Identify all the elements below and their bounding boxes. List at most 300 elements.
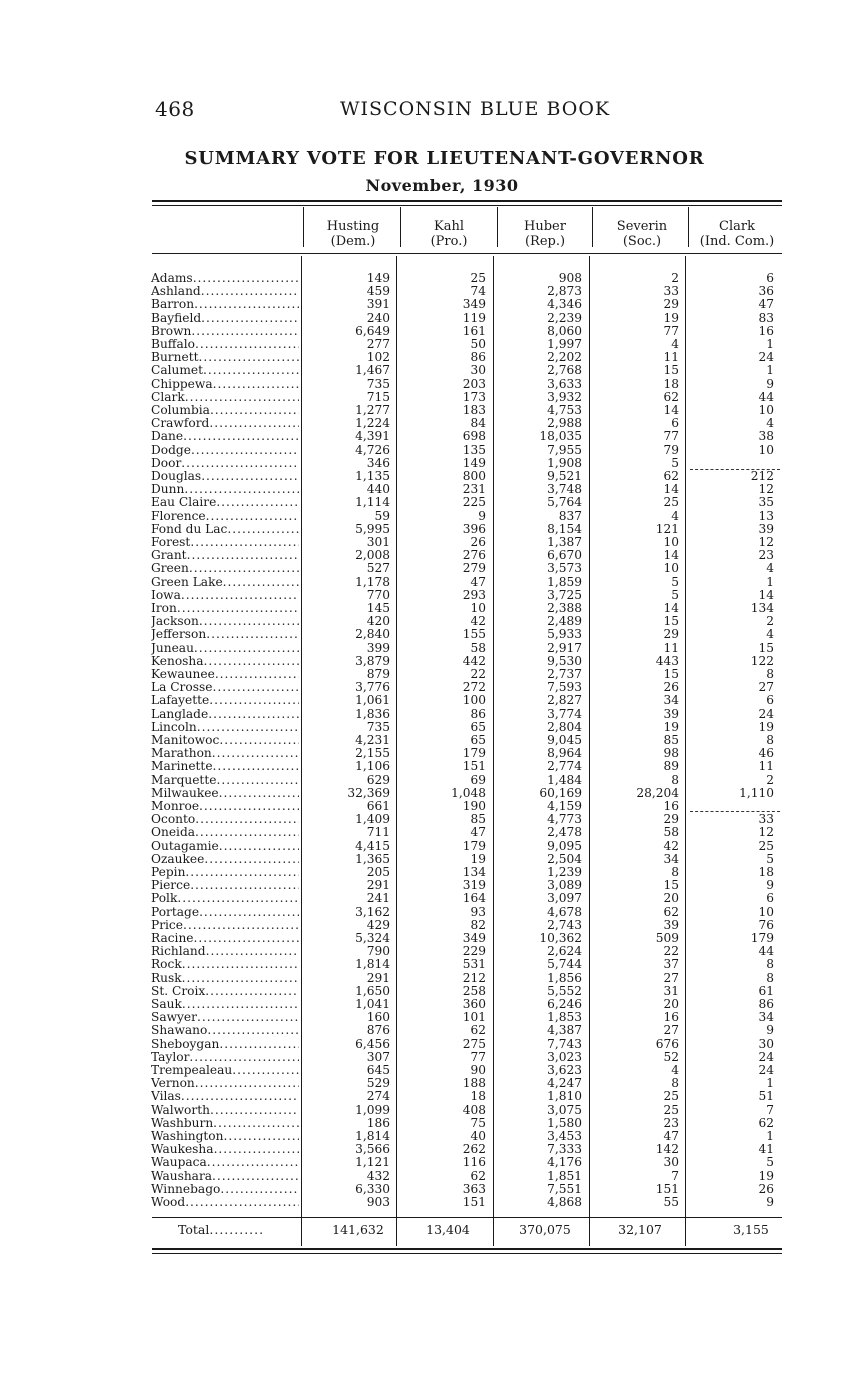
vote-clark: 8 bbox=[766, 957, 774, 972]
vote-husting: 1,814 bbox=[355, 957, 390, 972]
county-name: Juneau ..... bbox=[151, 642, 299, 655]
vote-severin: 8 bbox=[671, 772, 679, 787]
party-label: (Ind. Com.) bbox=[699, 234, 775, 249]
vote-huber: 1,387 bbox=[547, 535, 582, 549]
vote-severin: 142 bbox=[655, 1142, 679, 1157]
table-bottom-rule bbox=[152, 1248, 782, 1250]
vote-severin: 30 bbox=[663, 1155, 679, 1170]
county-name: Rusk ..... bbox=[151, 972, 299, 985]
party-label: (Pro.) bbox=[430, 234, 468, 249]
vote-huber: 2,873 bbox=[547, 284, 582, 299]
vote-husting: 1,836 bbox=[355, 706, 390, 721]
vote-husting: 240 bbox=[366, 310, 390, 325]
vote-clark: 38 bbox=[758, 429, 774, 444]
vote-kahl: 82 bbox=[470, 917, 486, 932]
vote-severin: 20 bbox=[663, 891, 679, 906]
county-name: Outagamie ..... bbox=[151, 840, 299, 853]
vote-severin: 19 bbox=[663, 719, 679, 734]
vote-severin: 29 bbox=[663, 297, 679, 312]
vote-clark: 30 bbox=[758, 1036, 774, 1051]
vote-kahl: 25 bbox=[470, 271, 486, 285]
candidate-name: Huber bbox=[524, 219, 566, 234]
vote-clark: 12 bbox=[758, 535, 774, 549]
vote-severin: 16 bbox=[663, 799, 679, 813]
vote-huber: 4,387 bbox=[547, 1023, 582, 1038]
county-name: Waukesha ..... bbox=[151, 1143, 299, 1156]
candidate-name: Husting bbox=[326, 219, 380, 234]
vote-severin: 23 bbox=[663, 1115, 679, 1130]
county-name: Oconto ..... bbox=[151, 813, 299, 826]
vote-kahl: 134 bbox=[462, 865, 486, 879]
vote-kahl: 69 bbox=[470, 772, 486, 787]
county-name: Brown ..... bbox=[151, 325, 299, 338]
vote-severin: 34 bbox=[663, 851, 679, 866]
vote-clark: 39 bbox=[758, 521, 774, 536]
vote-husting: 1,099 bbox=[355, 1102, 390, 1117]
vote-clark: 134 bbox=[750, 601, 774, 615]
vote-huber: 4,868 bbox=[547, 1195, 582, 1209]
county-name: Dunn ..... bbox=[151, 483, 299, 496]
vote-clark: 8 bbox=[766, 733, 774, 747]
table-top-rule-thin bbox=[152, 205, 782, 206]
vote-huber: 2,624 bbox=[547, 944, 582, 959]
vote-severin: 29 bbox=[663, 627, 679, 642]
vote-clark: 27 bbox=[758, 680, 774, 695]
vote-severin: 15 bbox=[663, 667, 679, 681]
vote-huber: 4,773 bbox=[547, 812, 582, 827]
vote-huber: 2,504 bbox=[547, 851, 582, 866]
county-name: St. Croix ..... bbox=[151, 985, 299, 998]
vote-husting: 1,061 bbox=[355, 693, 390, 708]
county-name: Columbia ..... bbox=[151, 404, 299, 417]
vote-huber: 6,670 bbox=[547, 548, 582, 563]
vote-clark: 12 bbox=[758, 825, 774, 840]
vote-husting: 3,566 bbox=[355, 1142, 390, 1157]
vote-severin: 85 bbox=[663, 733, 679, 747]
vote-huber: 5,744 bbox=[547, 957, 582, 972]
vote-huber: 3,633 bbox=[547, 376, 582, 391]
vote-husting: 1,135 bbox=[355, 469, 390, 483]
vote-huber: 837 bbox=[558, 508, 582, 523]
vote-clark: 47 bbox=[758, 297, 774, 312]
vote-clark: 1,110 bbox=[739, 785, 774, 800]
vote-husting: 346 bbox=[366, 455, 390, 470]
vote-husting: 6,330 bbox=[355, 1181, 390, 1196]
vote-severin: 27 bbox=[663, 1023, 679, 1038]
vote-severin: 25 bbox=[663, 1089, 679, 1104]
vote-kahl: 77 bbox=[470, 1049, 486, 1064]
vote-husting: 1,467 bbox=[355, 363, 390, 378]
vote-huber: 8,154 bbox=[547, 521, 582, 536]
vote-severin: 4 bbox=[671, 1063, 679, 1077]
vote-huber: 1,859 bbox=[547, 574, 582, 589]
vote-kahl: 179 bbox=[462, 838, 486, 853]
vote-kahl: 10 bbox=[470, 601, 486, 615]
vote-clark: 11 bbox=[758, 759, 774, 774]
vote-severin: 14 bbox=[663, 403, 679, 417]
vote-clark: 44 bbox=[758, 389, 774, 404]
county-name: Sheboygan ..... bbox=[151, 1038, 299, 1051]
vote-clark: 24 bbox=[758, 706, 774, 721]
vote-husting: 2,008 bbox=[355, 548, 390, 563]
vote-huber: 1,853 bbox=[547, 1010, 582, 1025]
vote-husting: 429 bbox=[366, 917, 390, 932]
vote-severin: 47 bbox=[663, 1129, 679, 1143]
vote-clark: 24 bbox=[758, 350, 774, 365]
vote-huber: 4,176 bbox=[547, 1155, 582, 1170]
county-name: Ozaukee ..... bbox=[151, 853, 299, 866]
vote-huber: 1,856 bbox=[547, 970, 582, 985]
total-label: Total ..... bbox=[178, 1222, 264, 1237]
vote-huber: 4,753 bbox=[547, 403, 582, 417]
vote-kahl: 116 bbox=[462, 1155, 486, 1170]
vote-severin: 15 bbox=[663, 878, 679, 893]
vote-huber: 2,804 bbox=[547, 719, 582, 734]
county-name: Waushara ..... bbox=[151, 1170, 299, 1183]
vote-huber: 3,089 bbox=[547, 878, 582, 893]
vote-huber: 4,159 bbox=[547, 799, 582, 813]
vote-husting: 1,114 bbox=[355, 495, 390, 510]
county-name: Buffalo ..... bbox=[151, 338, 299, 351]
vote-severin: 14 bbox=[663, 601, 679, 615]
vote-huber: 5,933 bbox=[547, 627, 582, 642]
county-name: Oneida ..... bbox=[151, 826, 299, 839]
vote-huber: 3,748 bbox=[547, 482, 582, 497]
vote-kahl: 26 bbox=[470, 535, 486, 549]
vote-huber: 5,764 bbox=[547, 495, 582, 510]
vote-severin: 5 bbox=[671, 574, 679, 589]
vote-huber: 60,169 bbox=[539, 785, 582, 800]
vote-clark: 122 bbox=[750, 653, 774, 668]
vote-severin: 6 bbox=[671, 416, 679, 431]
vote-clark: 25 bbox=[758, 838, 774, 853]
vote-clark: 44 bbox=[758, 944, 774, 959]
county-name: Winnebago ..... bbox=[151, 1183, 299, 1196]
vote-husting: 5,324 bbox=[355, 931, 390, 945]
vote-kahl: 62 bbox=[470, 1023, 486, 1038]
vote-husting: 432 bbox=[366, 1168, 390, 1183]
vote-kahl: 86 bbox=[470, 706, 486, 721]
vote-husting: 6,649 bbox=[355, 323, 390, 338]
column-divider bbox=[685, 256, 686, 1246]
vote-kahl: 276 bbox=[462, 548, 486, 563]
vote-clark: 9 bbox=[766, 878, 774, 893]
vote-huber: 10,362 bbox=[539, 931, 582, 945]
vote-clark: 7 bbox=[766, 1102, 774, 1117]
vote-clark: 4 bbox=[766, 561, 774, 576]
vote-husting: 876 bbox=[366, 1023, 390, 1038]
county-name: Shawano ..... bbox=[151, 1024, 299, 1037]
vote-huber: 9,095 bbox=[547, 838, 582, 853]
candidate-name: Kahl bbox=[434, 219, 464, 234]
vote-clark: 8 bbox=[766, 970, 774, 985]
vote-clark: 34 bbox=[758, 1010, 774, 1025]
county-name: Vilas ..... bbox=[151, 1090, 299, 1103]
county-name: Monroe ..... bbox=[151, 800, 299, 813]
vote-severin: 37 bbox=[663, 957, 679, 972]
vote-kahl: 408 bbox=[462, 1102, 486, 1117]
vote-severin: 5 bbox=[671, 455, 679, 470]
vote-husting: 903 bbox=[366, 1195, 390, 1209]
vote-clark: 10 bbox=[758, 403, 774, 417]
vote-husting: 1,224 bbox=[355, 416, 390, 431]
vote-huber: 6,246 bbox=[547, 997, 582, 1011]
vote-husting: 1,277 bbox=[355, 403, 390, 417]
vote-clark: 51 bbox=[758, 1089, 774, 1104]
vote-kahl: 188 bbox=[462, 1076, 486, 1091]
vote-husting: 1,814 bbox=[355, 1129, 390, 1143]
vote-husting: 205 bbox=[366, 865, 390, 879]
vote-huber: 5,552 bbox=[547, 983, 582, 998]
vote-husting: 440 bbox=[366, 482, 390, 497]
vote-clark: 9 bbox=[766, 1023, 774, 1038]
vote-husting: 145 bbox=[366, 601, 390, 615]
page-title: SUMMARY VOTE FOR LIEUTENANT-GOVERNOR bbox=[184, 148, 705, 169]
county-name: Jefferson ..... bbox=[151, 628, 299, 641]
vote-severin: 11 bbox=[663, 640, 679, 655]
county-name: Burnett ..... bbox=[151, 351, 299, 364]
vote-clark: 10 bbox=[758, 442, 774, 457]
vote-clark: 24 bbox=[758, 1063, 774, 1077]
vote-huber: 1,484 bbox=[547, 772, 582, 787]
vote-clark: 35 bbox=[758, 495, 774, 510]
vote-kahl: 531 bbox=[462, 957, 486, 972]
vote-huber: 8,060 bbox=[547, 323, 582, 338]
county-name: Price ..... bbox=[151, 919, 299, 932]
vote-severin: 98 bbox=[663, 746, 679, 761]
vote-kahl: 262 bbox=[462, 1142, 486, 1157]
vote-husting: 2,840 bbox=[355, 627, 390, 642]
vote-husting: 2,155 bbox=[355, 746, 390, 761]
vote-kahl: 58 bbox=[470, 640, 486, 655]
vote-huber: 1,810 bbox=[547, 1089, 582, 1104]
vote-kahl: 100 bbox=[462, 693, 486, 708]
vote-clark: 12 bbox=[758, 482, 774, 497]
vote-severin: 42 bbox=[663, 838, 679, 853]
vote-kahl: 800 bbox=[462, 469, 486, 483]
vote-husting: 5,995 bbox=[355, 521, 390, 536]
vote-kahl: 258 bbox=[462, 983, 486, 998]
vote-kahl: 698 bbox=[462, 429, 486, 444]
vote-clark: 15 bbox=[758, 640, 774, 655]
vote-clark: 212 bbox=[750, 469, 774, 483]
vote-severin: 79 bbox=[663, 442, 679, 457]
vote-kahl: 47 bbox=[470, 825, 486, 840]
vote-huber: 8,964 bbox=[547, 746, 582, 761]
vote-husting: 1,409 bbox=[355, 812, 390, 827]
vote-severin: 443 bbox=[655, 653, 679, 668]
vote-husting: 3,776 bbox=[355, 680, 390, 695]
vote-huber: 3,097 bbox=[547, 891, 582, 906]
vote-huber: 2,388 bbox=[547, 601, 582, 615]
vote-kahl: 203 bbox=[462, 376, 486, 391]
vote-kahl: 349 bbox=[462, 297, 486, 312]
vote-severin: 11 bbox=[663, 350, 679, 365]
vote-severin: 27 bbox=[663, 970, 679, 985]
total-huber: 370,075 bbox=[519, 1222, 571, 1237]
county-name: Manitowoc ..... bbox=[151, 734, 299, 747]
vote-kahl: 279 bbox=[462, 561, 486, 576]
vote-severin: 14 bbox=[663, 548, 679, 563]
vote-husting: 291 bbox=[366, 970, 390, 985]
vote-severin: 2 bbox=[671, 271, 679, 285]
vote-clark: 19 bbox=[758, 1168, 774, 1183]
vote-huber: 3,453 bbox=[547, 1129, 582, 1143]
vote-clark: 1 bbox=[766, 1129, 774, 1143]
vote-kahl: 231 bbox=[462, 482, 486, 497]
party-label: (Rep.) bbox=[524, 234, 566, 249]
county-name: Green Lake ..... bbox=[151, 576, 299, 589]
vote-husting: 770 bbox=[366, 587, 390, 602]
column-divider bbox=[303, 207, 304, 247]
vote-husting: 645 bbox=[366, 1063, 390, 1077]
county-name: Chippewa ..... bbox=[151, 378, 299, 391]
vote-clark: 1 bbox=[766, 1076, 774, 1091]
vote-kahl: 65 bbox=[470, 719, 486, 734]
vote-clark: 10 bbox=[758, 904, 774, 919]
vote-kahl: 50 bbox=[470, 337, 486, 351]
county-name: Iron ..... bbox=[151, 602, 299, 615]
county-name: Iowa ..... bbox=[151, 589, 299, 602]
vote-kahl: 135 bbox=[462, 442, 486, 457]
vote-husting: 420 bbox=[366, 614, 390, 629]
vote-husting: 4,726 bbox=[355, 442, 390, 457]
vote-husting: 711 bbox=[366, 825, 390, 840]
county-name: Trempealeau ..... bbox=[151, 1064, 299, 1077]
vote-huber: 2,827 bbox=[547, 693, 582, 708]
vote-clark: 1 bbox=[766, 574, 774, 589]
vote-kahl: 183 bbox=[462, 403, 486, 417]
county-name: Polk ..... bbox=[151, 892, 299, 905]
vote-kahl: 212 bbox=[462, 970, 486, 985]
vote-clark: 14 bbox=[758, 587, 774, 602]
vote-kahl: 74 bbox=[470, 284, 486, 299]
vote-clark: 46 bbox=[758, 746, 774, 761]
vote-husting: 274 bbox=[366, 1089, 390, 1104]
vote-severin: 20 bbox=[663, 997, 679, 1011]
vote-severin: 39 bbox=[663, 917, 679, 932]
vote-huber: 2,743 bbox=[547, 917, 582, 932]
vote-huber: 4,678 bbox=[547, 904, 582, 919]
vote-severin: 18 bbox=[663, 376, 679, 391]
vote-severin: 7 bbox=[671, 1168, 679, 1183]
vote-huber: 1,580 bbox=[547, 1115, 582, 1130]
county-name: Richland ..... bbox=[151, 945, 299, 958]
county-name: Crawford ..... bbox=[151, 417, 299, 430]
candidate-name: Clark bbox=[719, 219, 755, 234]
vote-kahl: 179 bbox=[462, 746, 486, 761]
vote-kahl: 149 bbox=[462, 455, 486, 470]
vote-kahl: 19 bbox=[470, 851, 486, 866]
vote-kahl: 9 bbox=[478, 508, 486, 523]
vote-clark: 9 bbox=[766, 1195, 774, 1209]
vote-severin: 62 bbox=[663, 389, 679, 404]
party-label: (Dem.) bbox=[330, 234, 376, 249]
vote-husting: 1,041 bbox=[355, 997, 390, 1011]
county-name: Washington ..... bbox=[151, 1130, 299, 1143]
county-name: Forest ..... bbox=[151, 536, 299, 549]
vote-huber: 2,768 bbox=[547, 363, 582, 378]
vote-clark: 8 bbox=[766, 667, 774, 681]
vote-clark: 62 bbox=[758, 1115, 774, 1130]
vote-huber: 1,851 bbox=[547, 1168, 582, 1183]
vote-severin: 10 bbox=[663, 535, 679, 549]
page-subtitle: November, 1930 bbox=[365, 176, 519, 195]
vote-husting: 149 bbox=[366, 271, 390, 285]
vote-huber: 4,346 bbox=[547, 297, 582, 312]
county-name: Marathon ..... bbox=[151, 747, 299, 760]
vote-husting: 59 bbox=[374, 508, 390, 523]
vote-severin: 676 bbox=[655, 1036, 679, 1051]
vote-huber: 2,917 bbox=[547, 640, 582, 655]
county-name: Sauk ..... bbox=[151, 998, 299, 1011]
column-header-clark bbox=[689, 219, 785, 249]
vote-severin: 33 bbox=[663, 284, 679, 299]
vote-huber: 1,239 bbox=[547, 865, 582, 879]
county-name: Adams ..... bbox=[151, 272, 299, 285]
vote-husting: 879 bbox=[366, 667, 390, 681]
running-head: WISCONSIN BLUE BOOK bbox=[340, 98, 611, 120]
county-name: Racine ..... bbox=[151, 932, 299, 945]
column-divider bbox=[592, 207, 593, 247]
vote-severin: 8 bbox=[671, 865, 679, 879]
vote-clark: 23 bbox=[758, 548, 774, 563]
vote-huber: 7,743 bbox=[547, 1036, 582, 1051]
vote-kahl: 30 bbox=[470, 363, 486, 378]
vote-kahl: 164 bbox=[462, 891, 486, 906]
vote-kahl: 225 bbox=[462, 495, 486, 510]
vote-kahl: 90 bbox=[470, 1063, 486, 1077]
vote-husting: 527 bbox=[366, 561, 390, 576]
county-name: Douglas ..... bbox=[151, 470, 299, 483]
county-name: Kewaunee ..... bbox=[151, 668, 299, 681]
vote-severin: 151 bbox=[655, 1181, 679, 1196]
county-name: Green ..... bbox=[151, 562, 299, 575]
vote-kahl: 85 bbox=[470, 812, 486, 827]
vote-huber: 2,239 bbox=[547, 310, 582, 325]
county-name: Taylor ..... bbox=[151, 1051, 299, 1064]
vote-huber: 7,593 bbox=[547, 680, 582, 695]
vote-severin: 29 bbox=[663, 812, 679, 827]
vote-clark: 5 bbox=[766, 1155, 774, 1170]
vote-kahl: 173 bbox=[462, 389, 486, 404]
vote-clark: 179 bbox=[750, 931, 774, 945]
vote-husting: 735 bbox=[366, 376, 390, 391]
vote-husting: 186 bbox=[366, 1115, 390, 1130]
vote-clark: 24 bbox=[758, 1049, 774, 1064]
county-name: Kenosha ..... bbox=[151, 655, 299, 668]
total-top-rule bbox=[152, 1217, 782, 1218]
vote-kahl: 84 bbox=[470, 416, 486, 431]
vote-clark: 2 bbox=[766, 614, 774, 629]
vote-clark: 1 bbox=[766, 337, 774, 351]
county-name: Barron ..... bbox=[151, 298, 299, 311]
vote-huber: 3,075 bbox=[547, 1102, 582, 1117]
vote-huber: 9,521 bbox=[547, 469, 582, 483]
county-name: Walworth ..... bbox=[151, 1104, 299, 1117]
county-name: Sawyer ..... bbox=[151, 1011, 299, 1024]
vote-severin: 25 bbox=[663, 495, 679, 510]
vote-severin: 52 bbox=[663, 1049, 679, 1064]
county-name: Rock ..... bbox=[151, 958, 299, 971]
vote-clark: 61 bbox=[758, 983, 774, 998]
vote-clark: 16 bbox=[758, 323, 774, 338]
vote-husting: 790 bbox=[366, 944, 390, 959]
candidate-name: Severin bbox=[616, 219, 668, 234]
vote-kahl: 18 bbox=[470, 1089, 486, 1104]
vote-severin: 8 bbox=[671, 1076, 679, 1091]
vote-kahl: 229 bbox=[462, 944, 486, 959]
